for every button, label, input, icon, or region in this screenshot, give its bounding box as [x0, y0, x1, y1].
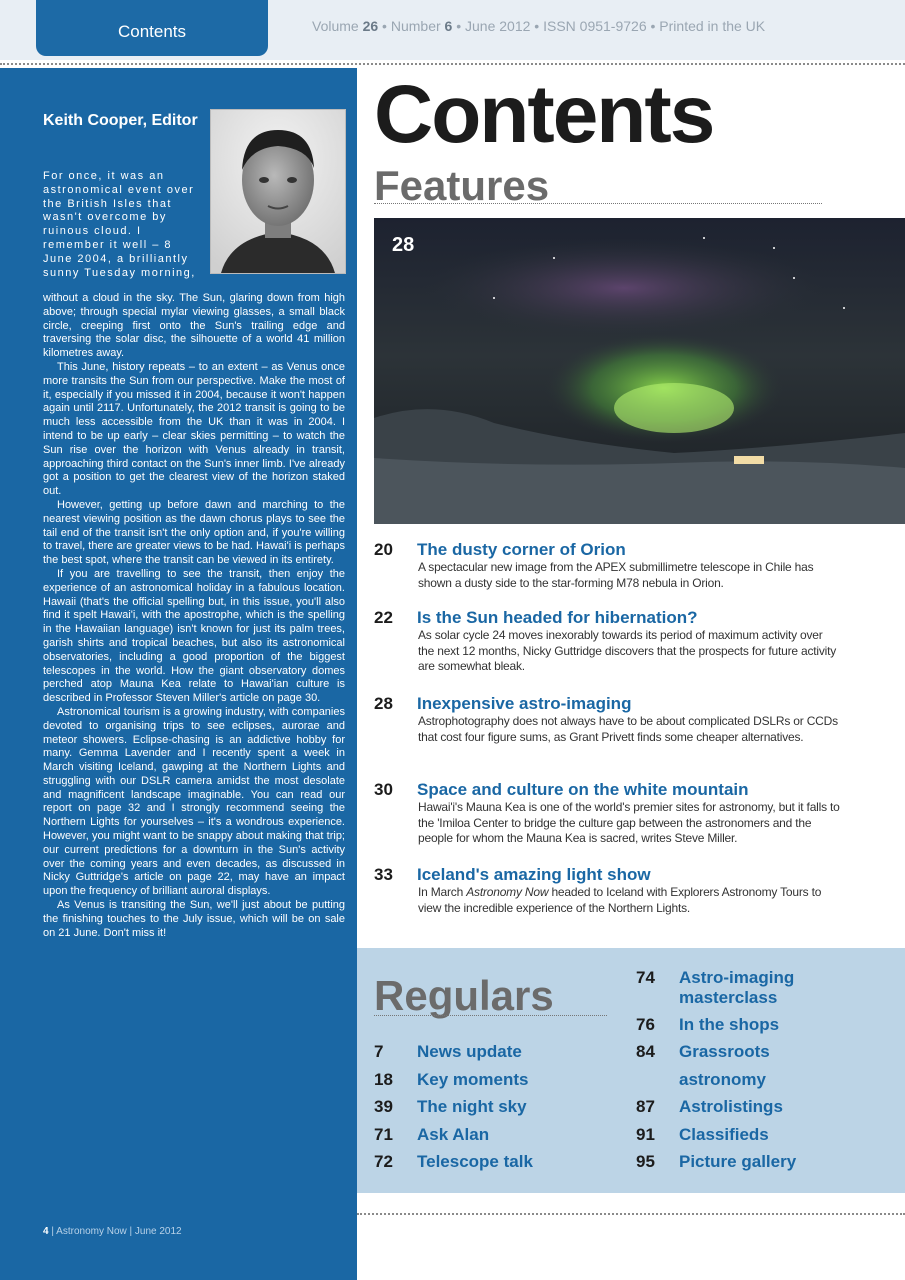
aurora-photo [374, 218, 905, 524]
regulars-heading: Regulars [374, 972, 554, 1019]
editorial-intro: For once, it was an astronomical event over the British Isles that wasn't overcome by ruinous cloud. I remember it well – 8 June 2004, a brilliantly sunny Tuesday morning, [43, 170, 196, 279]
editorial-paragraph: However, getting up before dawn and marching to the nearest viewing position as the dawn chorus plays to see the tail end of the transit isn't the only option and, if you're willing to travel, there are greater views to be had. Hawai'i is perhaps the best spot, where the transit can be viewed in its entirety. [43, 498, 345, 567]
feature-item [374, 780, 840, 852]
folio-text: | Astronomy Now | June 2012 [48, 1226, 182, 1237]
feature-title: Space and culture on the white mountain [417, 780, 749, 799]
feature-item [374, 694, 840, 766]
feature-description: Astrophotography does not always have to be about complicated DSLRs or CCDs that cost four figure sums, as Grant Privett finds some cheaper alternatives. [418, 714, 838, 744]
feature-item [374, 608, 840, 688]
editorial-body [43, 292, 345, 940]
editorial-sidebar [0, 68, 357, 1280]
editorial-paragraph: without a cloud in the sky. The Sun, glaring down from high above; through special mylar viewing glasses, a small black circle, creeping first onto the Sun's trailing edge and traversing the solar disc, the silhouette of a world 41 million kilometres away. [43, 292, 345, 360]
volume-label: Volume [312, 18, 363, 34]
issue-number: 6 [444, 18, 453, 34]
regular-label: Ask Alan [417, 1125, 490, 1144]
regular-label: The night sky [417, 1097, 527, 1116]
regular-label: News update [417, 1042, 522, 1061]
header-divider [0, 63, 905, 65]
regular-page-number: 76 [636, 1015, 655, 1034]
feature-page-number: 20 [374, 540, 393, 559]
footer-divider [357, 1213, 905, 1215]
feature-description: A spectacular new image from the APEX submillimetre telescope in Chile has shown a dusty side to the star-forming M78 nebula in Orion. [418, 560, 814, 590]
folio-page-number: 4 [43, 1226, 49, 1237]
feature-description: Hawai'i's Mauna Kea is one of the world's premier sites for astronomy, but it falls to the 'Imiloa Center to bridge the culture gap between the astronomers and the people for whom the Mauna Kea is sacred, writes Steve Miller. [418, 800, 840, 845]
page-header [0, 0, 905, 60]
page-folio [43, 1226, 182, 1237]
feature-item [374, 540, 840, 600]
regular-label-continued: masterclass [679, 988, 778, 1007]
regular-page-number: 95 [636, 1152, 655, 1171]
feature-description: As solar cycle 24 moves inexorably towards its period of maximum activity over the next 12 months, Nicky Guttridge discovers that the prospects for future activity are somewhat bleak. [418, 628, 837, 673]
masthead-info [312, 18, 765, 34]
regular-label-continued: astronomy [679, 1070, 766, 1089]
feature-description [418, 885, 841, 916]
masthead-rest: • June 2012 • ISSN 0951-9726 • Printed in the UK [452, 18, 766, 34]
feature-title: The dusty corner of Orion [417, 540, 626, 559]
regular-label: Astro-imaging [679, 968, 795, 987]
regular-page-number: 74 [636, 968, 655, 987]
regular-page-number: 71 [374, 1125, 393, 1144]
regulars-divider [374, 1015, 607, 1016]
feature-title: Iceland's amazing light show [417, 865, 651, 884]
regular-label: Telescope talk [417, 1152, 533, 1171]
photo-page-number: 28 [392, 234, 415, 256]
regular-page-number: 39 [374, 1097, 393, 1116]
regular-label: Key moments [417, 1070, 529, 1089]
regulars-panel [357, 948, 905, 1193]
volume-number: 26 [362, 18, 379, 34]
feature-item [374, 865, 840, 925]
feature-description-text: headed to Iceland with Explorers Astronomy Tours to view the incredible experience of the Northern Lights. [418, 885, 822, 915]
section-tab [36, 0, 268, 56]
section-tab-label: Contents [117, 22, 187, 41]
feature-page-number: 28 [374, 694, 393, 713]
feature-description-text: In March [418, 885, 467, 899]
magazine-name: Astronomy Now [466, 885, 549, 899]
page-title: Contents [374, 69, 714, 160]
editorial-paragraph: This June, history repeats – to an extent – as Venus once more transits the Sun from our perspective. Make the most of it, especially if you missed it in 2004, because it won't happen again until 2117. Unfortunately, the 2012 transit is going to be much less accessible from the UK than it was in 2004. I intend to be up early – clear skies permitting – to watch the Sun rise over the horizon with Venus already in transit, approaching third contact on the Sun's inner limb. I've already got a position to get the clearest view of the horizon staked out. [43, 360, 345, 498]
feature-page-number: 30 [374, 780, 393, 799]
regular-label: In the shops [679, 1015, 780, 1034]
feature-page-number: 22 [374, 608, 393, 627]
regular-label: Grassroots [679, 1042, 770, 1061]
regular-page-number: 18 [374, 1070, 393, 1089]
editor-name: Keith Cooper, Editor [43, 112, 198, 129]
editorial-paragraph: Astronomical tourism is a growing industry, with companies devoted to organising trips to see eclipses, aurorae and meteor showers. Eclipse-chasing is an addictive hobby for many. Gemma Lavender and I recently spent a week in March visiting Iceland, gawping at the Northern Lights and struggling with our DSLR camera amidst the most desolate and magnificent landscape imaginable. You can read our report on page 32 and I strongly recommend seeing the Northern Lights for yourselves – it's a wondrous experience. However, you might want to be snappy about making that trip; our current predictions for a downturn in the Sun's activity over the coming years and even decades, as discussed in Nicky Guttridge's article on page 22, may have an impact upon the frequency of brilliant auroral displays. [43, 705, 345, 898]
feature-title: Is the Sun headed for hibernation? [417, 608, 698, 627]
regular-label: Picture gallery [679, 1152, 797, 1171]
regular-page-number: 7 [374, 1042, 384, 1061]
regular-page-number: 91 [636, 1125, 655, 1144]
feature-title: Inexpensive astro-imaging [417, 694, 632, 713]
editor-photo [210, 109, 346, 274]
editorial-paragraph: As Venus is transiting the Sun, we'll just about be putting the finishing touches to the July issue, which will be on sale on 21 June. Don't miss it! [43, 899, 345, 939]
features-heading: Features [374, 162, 550, 209]
regular-page-number: 84 [636, 1042, 655, 1061]
regular-label: Astrolistings [679, 1097, 783, 1116]
number-label: • Number [378, 18, 445, 34]
editorial-paragraph: If you are travelling to see the transit, then enjoy the experience of an astronomical holiday in a fabulous location. Hawaii (that's the official spelling but, in this issue, you'll also find it spelt Hawai'i, with the apostrophe, which is the spelling in the Hawaiian language) isn't known for just its palm trees, garish shirts and tropical beaches, but also its astronomical observatories, including a good proportion of the biggest telescopes in the world. How the giant observatory domes perched atop Mauna Kea relate to Hawai'ian culture is described in Professor Steven Miller's article on page 30. [43, 567, 345, 705]
regular-page-number: 87 [636, 1097, 655, 1116]
features-divider [374, 203, 822, 204]
feature-page-number: 33 [374, 865, 393, 884]
regular-label: Classifieds [679, 1125, 769, 1144]
regular-page-number: 72 [374, 1152, 393, 1171]
